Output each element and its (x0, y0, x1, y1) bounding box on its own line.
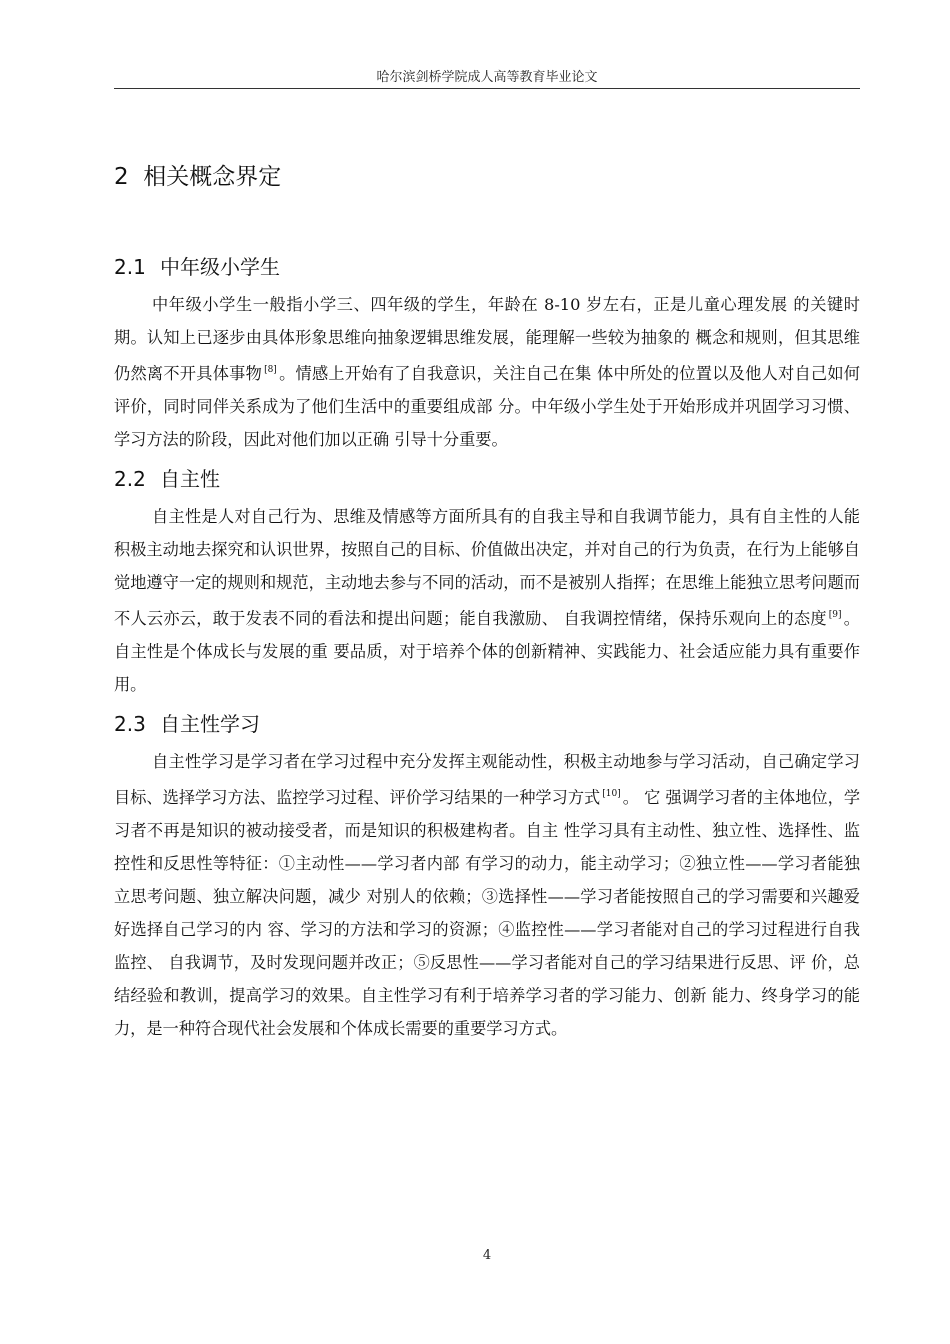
header-rule (114, 88, 860, 89)
chapter-title: 相关概念界定 (143, 164, 282, 190)
paragraph-text: 中年级小学生一般指小学三、四年级的学生，年龄在 8-10 岁左右，正是儿童心理发展 的关键时期。认知上已逐步由具体形象思维向抽象逻辑思维发展，能理解一些较为抽象的 概念和规则，但其思维仍然离不开具体事物 (114, 295, 860, 383)
paragraph-text: 自主性学习是学习者在学习过程中充分发挥主观能动性，积极主动地参与学习活动，自己确定学习目标、选择学习方法、监控学习过程、评价学习结果的一种学习方式 (114, 752, 860, 807)
paragraph-text: 。 自主性是个体成长与发展的重 要品质，对于培养个体的创新精神、实践能力、社会适应能力具有重要作用。 (114, 609, 860, 694)
section-2-3 (114, 707, 860, 1045)
citation-marker: [8] (264, 365, 277, 375)
citation-marker: [9] (828, 610, 842, 620)
chapter-number: 2 (114, 164, 129, 190)
section-2-1 (114, 250, 860, 456)
section-number: 2.3 (114, 712, 146, 736)
section-heading (114, 707, 860, 741)
section-title: 自主性 (160, 467, 220, 491)
section-2-2 (114, 462, 860, 701)
section-title: 中年级小学生 (160, 255, 280, 279)
page-number: 4 (482, 1248, 492, 1263)
section-paragraph (114, 288, 860, 456)
paragraph-text: 自主性是人对自己行为、思维及情感等方面所具有的自我主导和自我调节能力，具有自主性的人能积极主动地去探究和认识世界，按照自己的目标、价值做出决定，并对自己的行为负责，在行为上能够自觉地遵守一定的规则和规范，主动地去参与不同的活动，而不是被别人指挥；在思维上能独立思考问题而不人云亦云，敢于发表不同的看法和提出问题；能自我激励、 自我调控情绪，保持乐观向上的态度 (114, 507, 860, 628)
paragraph-text: 。情感上开始有了自我意识，关注自己在集 体中所处的位置以及他人对自己如何评价，同时同伴关系成为了他们生活中的重要组成部 分。中年级小学生处于开始形成并巩固学习习惯、学习方法的阶段，因此对他们加以正确 引导十分重要。 (114, 364, 860, 449)
running-header: 哈尔滨剑桥学院成人高等教育毕业论文 (376, 70, 598, 85)
paragraph-text: 。 它 强调学习者的主体地位，学习者不再是知识的被动接受者，而是知识的积极建构者。自主 性学习具有主动性、独立性、选择性、监控性和反思性等特征：①主动性——学习者内部 有学习的动力，能主动学习；②独立性——学习者能独立思考问题、独立解决问题，减少 对别人的依赖；③选择性——学习者能按照自己的学习需要和兴趣爱好选择自己学习的内 容、学习的方法和学习的资源；④监控性——学习者能对自己的学习过程进行自我监控、 自我调节，及时发现问题并改正；⑤反思性——学习者能对自己的学习结果进行反思、评 价，总结经验和教训，提高学习的效果。自主性学习有利于培养学习者的学习能力、创新 能力、终身学习的能力，是一种符合现代社会发展和个体成长需要的重要学习方式。 (114, 788, 861, 1038)
section-heading (114, 250, 860, 284)
section-number: 2.2 (114, 467, 146, 491)
section-number: 2.1 (114, 255, 146, 279)
citation-marker: [10] (602, 789, 621, 799)
chapter-heading (114, 155, 860, 199)
section-title: 自主性学习 (160, 712, 260, 736)
page-body (114, 155, 860, 1051)
section-paragraph (114, 500, 860, 701)
section-paragraph (114, 745, 860, 1045)
section-heading (114, 462, 860, 496)
